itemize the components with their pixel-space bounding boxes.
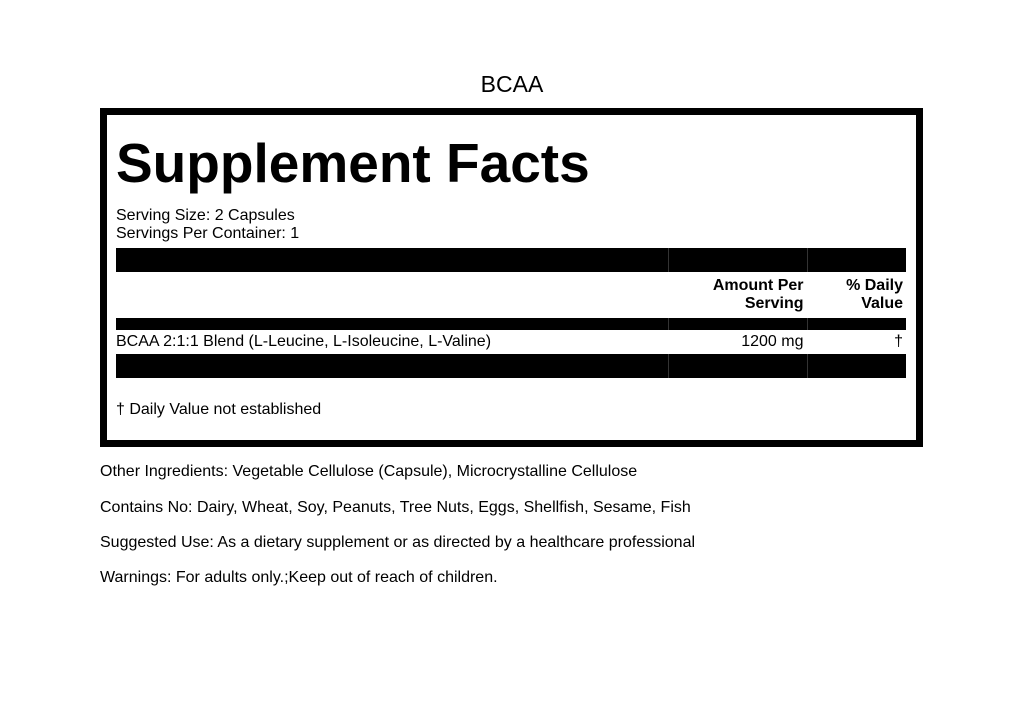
top-divider-bar xyxy=(116,248,906,272)
daily-value-footnote: † Daily Value not established xyxy=(116,401,322,418)
ingredient-amount: 1200 mg xyxy=(668,330,807,354)
allergen-statement: Contains No: Dairy, Wheat, Soy, Peanuts, Tree Nuts, Eggs, Shellfish, Sesame, Fish xyxy=(100,499,691,516)
suggested-use: Suggested Use: As a dietary supplement or as directed by a healthcare professional xyxy=(100,534,696,551)
warnings: Warnings: For adults only.;Keep out of reach of children. xyxy=(100,569,498,586)
product-name: BCAA xyxy=(480,71,544,97)
other-ingredients: Other Ingredients: Vegetable Cellulose (Capsule), Microcrystalline Cellulose xyxy=(100,463,638,480)
serving-info xyxy=(116,207,299,243)
column-header-row xyxy=(116,272,906,318)
table-row xyxy=(116,330,906,354)
servings-per-container: Servings Per Container: 1 xyxy=(116,225,300,242)
panel-title: Supplement Facts xyxy=(116,132,590,194)
amount-per-serving-header: Amount Per Serving xyxy=(668,272,807,318)
daily-value-header: % Daily Value xyxy=(807,272,906,318)
header-divider-bar xyxy=(116,318,906,330)
serving-size: Serving Size: 2 Capsules xyxy=(116,207,295,224)
ingredient-daily-value: † xyxy=(807,330,906,354)
facts-table xyxy=(116,248,906,378)
bottom-divider-bar xyxy=(116,354,906,378)
ingredient-name: BCAA 2:1:1 Blend (L-Leucine, L-Isoleucine, L-Valine) xyxy=(116,333,492,350)
supplement-facts-panel xyxy=(100,108,923,447)
